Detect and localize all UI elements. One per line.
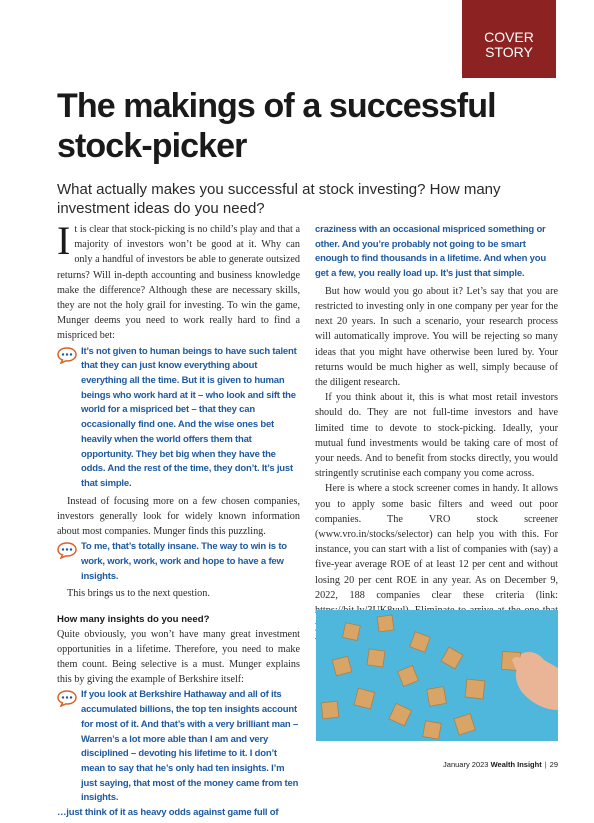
cover-story-tag [462, 0, 556, 78]
quote-3-text: If you look at Berkshire Hathaway and all of its accumulated billions, the top ten insights account for most of it. And that’s with a very brilliant man – Warren’s a lot more able than I am and very disciplined – devoting his lifetime to it. I don’t mean to say that he’s only had ten insights. I’m just saying, that most of the money came from ten insights. [81, 689, 299, 804]
section-subheading: How many insights do you need? [57, 613, 210, 625]
intro-paragraph [57, 218, 300, 344]
tag-line-2: STORY [485, 44, 533, 60]
footer-separator: | [544, 760, 547, 769]
body-paragraph-4: Quite obviously, you won’t have many great investment opportunities in a lifetime. Therefore, you need to make them count. Being selective is a must. Munger explains this by giving the example of Berkshire itself: [57, 628, 300, 686]
pull-quote-3-continued: craziness with an occasional mispriced something or other. And you’re probably not going to be smart enough to find thousands in a lifetime. And when you get a few, you really load up. It’s just that simple. [315, 224, 546, 280]
right-column [315, 222, 558, 649]
body-paragraph-3: This brings us to the next question. [67, 588, 210, 600]
footer-date: January 2023 [443, 760, 489, 769]
tag-line-1: COVER [484, 29, 534, 45]
body-paragraph-6: If you think about it, this is what most retail investors should do. They are not full-time investors and have limited time to devote to stock-picking. Ideally, your mutual fund investments would be taking care of most of your needs. And to benefit from stocks directly, you would stringently scrutinise each company you come across. [315, 392, 558, 480]
page-footer [420, 760, 558, 769]
speech-bubble-ellipsis-icon [57, 347, 77, 364]
article-photo [316, 610, 558, 741]
body-paragraph-7: Here is where a stock screener comes in handy. It allows you to apply some basic filters and weed out poor companies. The VRO stock screener (www.vro.in/stocks/selector) can help you with this. For instance, you can start with a list of companies with (say) a five-year average ROE of at least 12 per cent and without losing 20 per cent ROE in any year. As on December 9, 2022, 188 companies clear these criteria (link: [315, 483, 558, 601]
pull-quote-1 [57, 345, 300, 492]
speech-bubble-ellipsis-icon [57, 690, 77, 707]
speech-bubble-ellipsis-icon [57, 542, 77, 559]
pull-quote-2 [57, 540, 300, 584]
article-subtitle: What actually makes you successful at stock investing? How many investment ideas do you need? [57, 181, 501, 217]
footer-publication: Wealth Insight [490, 760, 542, 769]
left-column [57, 218, 300, 823]
quote-1-text: It’s not given to human beings to have such talent that they can just know everything about everything all the time. But it is given to human beings who work hard at it – who look and sift the world for a mispriced bet – that they can occasionally find one. And the wise ones bet heavily when the world offers them that opportunity. They bet big when they have the odds. And the rest of the time, they don’t. It’s just that simple. [81, 345, 297, 489]
intro-text: t is clear that stock-picking is no child’s play and that a majority of investors won’t be good at it. Why can only a handful of investors be able to generate outsized returns? Will in-depth accounting and business knowledge make the difference? Although these are necessary skills, they are not the holy grail for investing. To win the game, Munger deems you need to work really hard to find a mispriced bet: [57, 224, 300, 342]
quote-2-text: To me, that’s totally insane. The way to win is to work, work, work, work and hope to have a few insights. [81, 541, 287, 582]
pull-quote-3 [57, 688, 300, 820]
body-paragraph-2: Instead of focusing more on a few chosen companies, investors generally look for widely known information about most companies. Munger finds this puzzling. [57, 495, 300, 538]
wooden-cubes-illustration [316, 610, 558, 741]
quote-3-tail: …just think of it as heavy odds against game full of [57, 807, 279, 819]
drop-cap: I [57, 218, 71, 263]
page-number: 29 [549, 760, 558, 769]
body-paragraph-5: But how would you go about it? Let’s say that you are restricted to investing only in one company per year for the next 20 years. In such a scenario, your research process will automatically improve. You will be rejecting so many ideas that you might have otherwise been lured by. Your returns would be much higher as well, simply because of the diligent research. [315, 285, 558, 389]
article-title: The makings of a successful stock-picker [57, 87, 496, 165]
